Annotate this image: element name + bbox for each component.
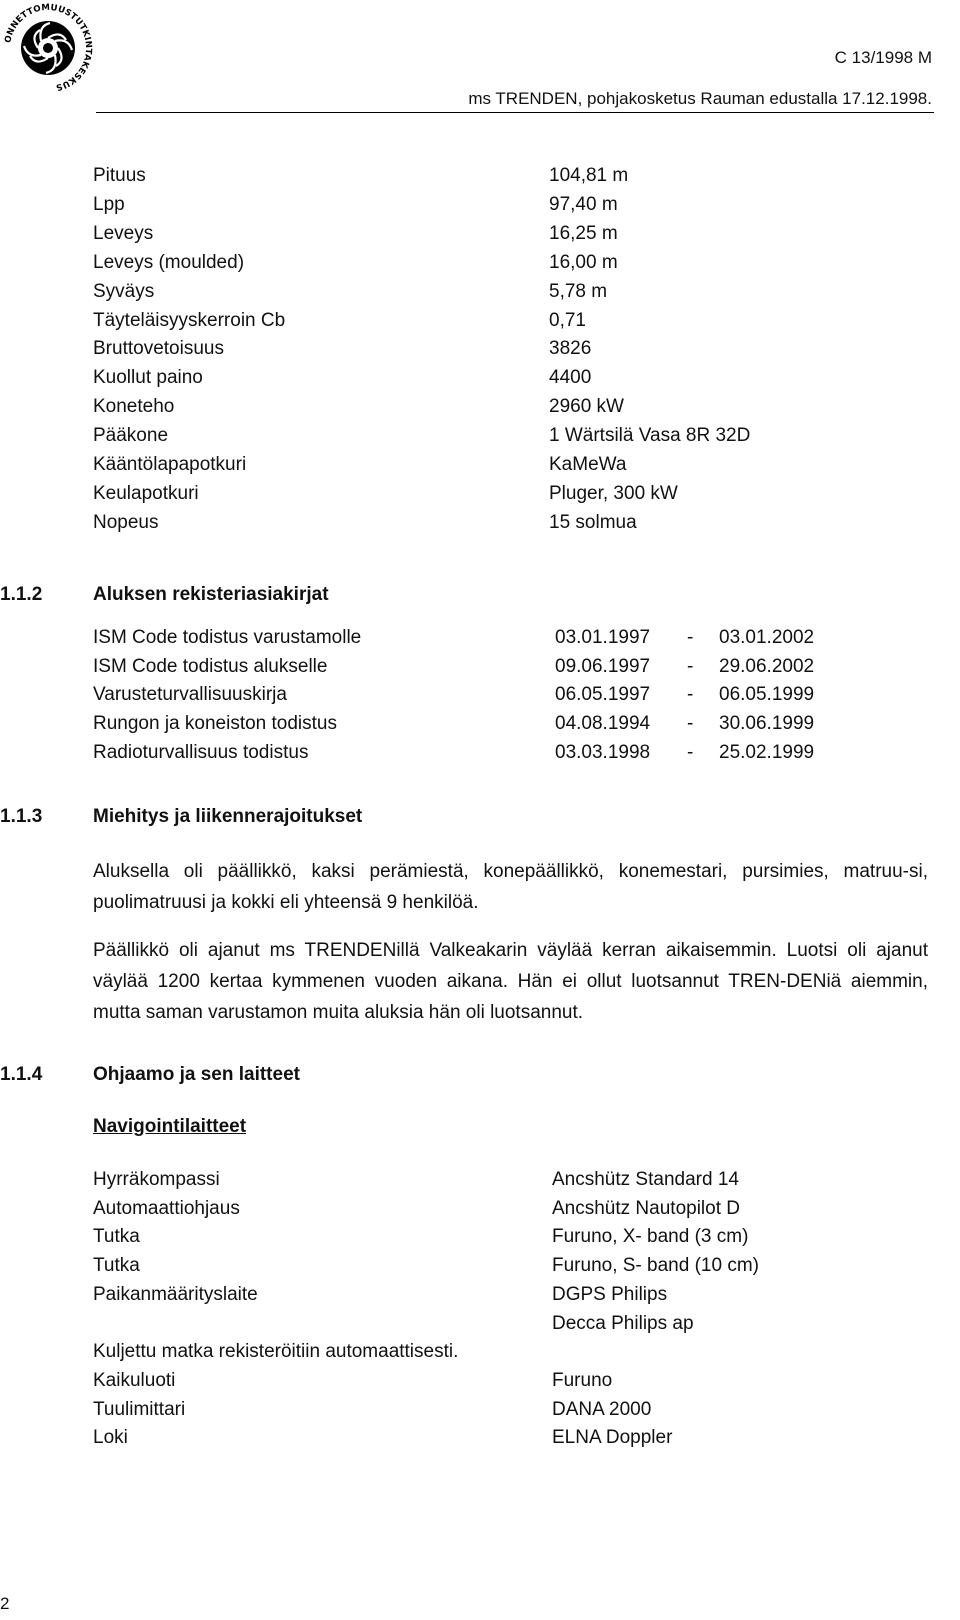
equipment-label: Tutka	[93, 1255, 140, 1277]
spec-label: Pituus	[93, 165, 146, 186]
document-subtitle: ms TRENDEN, pohjakosketus Rauman edustalla 17.12.1998.	[468, 89, 932, 108]
agency-logo	[0, 0, 96, 96]
navigation-subheading: Navigointilaitteet	[93, 1116, 247, 1137]
spec-value: 2960 kW	[549, 396, 624, 418]
equipment-label: Automaattiohjaus	[93, 1197, 240, 1219]
spec-label: Leveys	[93, 222, 154, 244]
spec-label: Täyteläisyyskerroin Cb	[93, 309, 286, 331]
spec-label: Nopeus	[93, 511, 159, 533]
spec-label: Leveys (moulded)	[93, 251, 245, 273]
certificate-row	[0, 623, 960, 652]
date-separator: -	[687, 713, 694, 735]
crew-paragraph: Aluksella oli päällikkö, kaksi perämiestä, konepäällikkö, konemestari, pursimies, matruu-si, puolimatruusi ja kokki eli yhteensä 9 henkilöä.	[93, 861, 928, 913]
spec-label: Kuollut paino	[93, 367, 203, 389]
document-id: C 13/1998 M	[834, 48, 932, 67]
spec-label: Koneteho	[93, 396, 175, 418]
spec-label: Bruttovetoisuus	[93, 338, 224, 360]
certificate-valid-from: 03.03.1998	[555, 741, 651, 763]
certificate-name: ISM Code todistus alukselle	[93, 655, 328, 677]
certificate-valid-to: 06.05.1999	[719, 684, 815, 706]
spec-row	[0, 190, 960, 219]
spec-row	[0, 363, 960, 392]
date-separator: -	[687, 627, 694, 648]
page-number: 2	[0, 1594, 10, 1613]
spec-row	[0, 248, 960, 277]
spec-label: Keulapotkuri	[93, 482, 199, 504]
equipment-label: Kuljettu matka rekisteröitiin automaattisesti.	[93, 1341, 459, 1363]
spec-label: Lpp	[93, 193, 125, 215]
spec-value: 15 solmua	[549, 511, 637, 533]
spec-row	[0, 277, 960, 306]
spec-value: 5,78 m	[549, 280, 608, 302]
certificate-valid-from: 04.08.1994	[555, 713, 651, 735]
certificate-valid-to: 29.06.2002	[719, 655, 815, 677]
date-separator: -	[687, 684, 694, 706]
spec-value: 4400	[549, 367, 592, 389]
date-separator: -	[687, 655, 694, 677]
logo-text: ONNETTOMUUSTUTKINTAKESKUS	[3, 2, 94, 93]
spec-row	[0, 392, 960, 421]
equipment-row	[0, 1395, 960, 1424]
spec-value: Pluger, 300 kW	[549, 482, 678, 504]
certificate-valid-to: 30.06.1999	[719, 713, 815, 735]
equipment-value: Ancshütz Nautopilot D	[552, 1197, 740, 1219]
spec-value: 16,25 m	[549, 222, 618, 244]
equipment-value: Furuno, S- band (10 cm)	[552, 1255, 759, 1277]
spec-label: Kääntölapapotkuri	[93, 454, 247, 475]
section-number: 1.1.3	[0, 806, 43, 827]
equipment-row	[0, 1337, 960, 1366]
equipment-row	[0, 1423, 960, 1452]
equipment-value: DGPS Philips	[552, 1283, 668, 1305]
equipment-row	[0, 1280, 960, 1309]
section-number: 1.1.4	[0, 1064, 43, 1085]
spec-label: Pääkone	[93, 425, 169, 447]
certificate-row	[0, 738, 960, 767]
equipment-row	[0, 1366, 960, 1395]
section-title: Ohjaamo ja sen laitteet	[93, 1064, 300, 1085]
spec-row	[0, 219, 960, 248]
equipment-label: Tuulimittari	[93, 1398, 186, 1420]
equipment-label: Loki	[93, 1427, 128, 1449]
spec-value: 0,71	[549, 309, 586, 331]
equipment-label: Hyrräkompassi	[93, 1169, 220, 1190]
certificate-row	[0, 652, 960, 681]
certificate-name: Radioturvallisuus todistus	[93, 741, 309, 763]
equipment-row	[0, 1165, 960, 1194]
equipment-row	[0, 1222, 960, 1251]
spec-value: 97,40 m	[549, 193, 618, 215]
spec-value: 1 Wärtsilä Vasa 8R 32D	[549, 425, 751, 447]
spec-value: KaMeWa	[549, 454, 627, 475]
equipment-label: Tutka	[93, 1226, 140, 1248]
equipment-label: Paikanmäärityslaite	[93, 1283, 258, 1305]
spec-label: Syväys	[93, 280, 155, 302]
spec-row	[0, 306, 960, 335]
equipment-row	[0, 1251, 960, 1280]
equipment-value: Ancshütz Standard 14	[552, 1169, 739, 1190]
pilotage-paragraph: Päällikkö oli ajanut ms TRENDENillä Valkeakarin väylää kerran aikaisemmin. Luotsi oli ajanut väylää 1200 kertaa kymmenen vuoden aikana. Hän ei ollut luotsannut TREN-DENiä aiemmin, mutta saman varustamon muita aluksia hän oli luotsannut.	[93, 940, 928, 1023]
spec-value: 3826	[549, 338, 592, 360]
certificate-valid-from: 06.05.1997	[555, 684, 651, 706]
certificate-name: Varusteturvallisuuskirja	[93, 684, 287, 706]
date-separator: -	[687, 741, 694, 763]
spec-row	[0, 334, 960, 363]
equipment-label: Kaikuluoti	[93, 1369, 176, 1391]
equipment-row	[0, 1309, 960, 1338]
equipment-value: ELNA Doppler	[552, 1427, 673, 1449]
certificate-name: ISM Code todistus varustamolle	[93, 627, 362, 648]
spec-row	[0, 450, 960, 479]
section-title: Miehitys ja liikennerajoitukset	[93, 806, 363, 827]
spec-value: 16,00 m	[549, 251, 618, 273]
certificate-valid-from: 03.01.1997	[555, 627, 651, 648]
spec-row	[0, 161, 960, 190]
spec-value: 104,81 m	[549, 165, 629, 186]
certificate-valid-from: 09.06.1997	[555, 655, 651, 677]
equipment-value: Furuno, X- band (3 cm)	[552, 1226, 749, 1248]
certificate-valid-to: 03.01.2002	[719, 627, 815, 648]
header-rule	[96, 112, 934, 113]
certificate-valid-to: 25.02.1999	[719, 741, 815, 763]
section-title: Aluksen rekisteriasiakirjat	[93, 584, 329, 605]
spec-row	[0, 479, 960, 508]
equipment-value: Furuno	[552, 1369, 613, 1391]
equipment-value: DANA 2000	[552, 1398, 652, 1420]
certificate-row	[0, 709, 960, 738]
section-number: 1.1.2	[0, 584, 43, 605]
spec-row	[0, 421, 960, 450]
certificate-row	[0, 680, 960, 709]
equipment-value: Decca Philips ap	[552, 1312, 694, 1334]
certificate-name: Rungon ja koneiston todistus	[93, 713, 337, 735]
spec-row	[0, 508, 960, 537]
equipment-row	[0, 1194, 960, 1223]
